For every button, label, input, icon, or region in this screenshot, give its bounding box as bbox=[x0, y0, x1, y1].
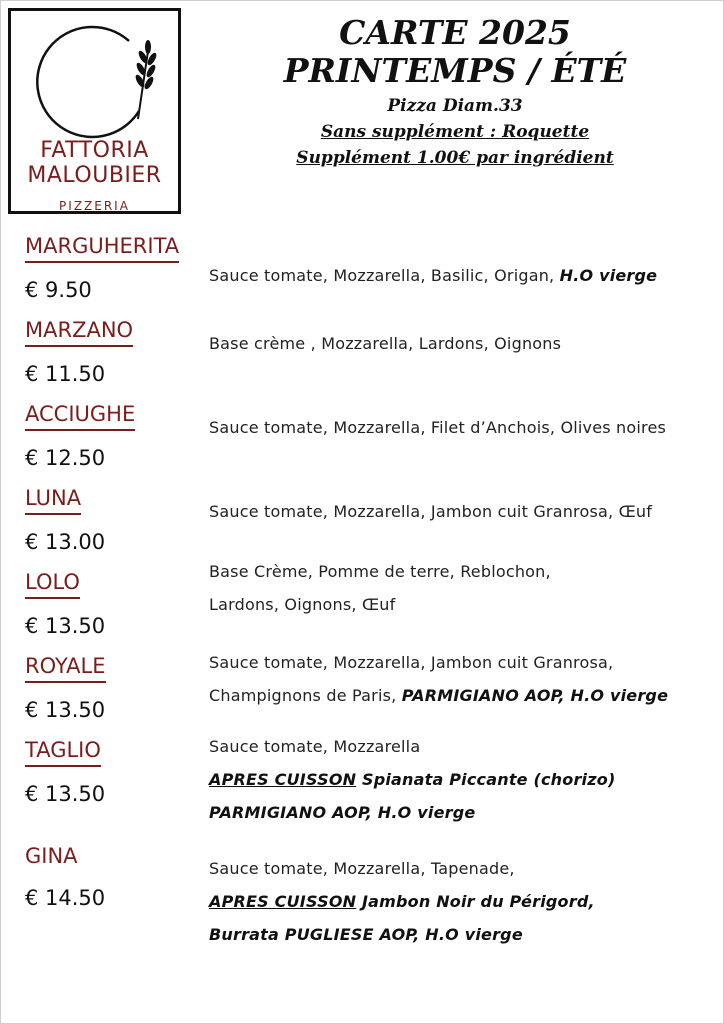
pizza-name: ACCIUGHE bbox=[25, 401, 135, 431]
pizza-description bbox=[209, 852, 714, 951]
description-line: Sauce tomate, Mozzarella, Jambon cuit Granrosa, bbox=[209, 653, 614, 672]
description-highlight: PARMIGIANO AOP, H.O vierge bbox=[401, 686, 669, 705]
pizza-price: € 13.00 bbox=[25, 530, 106, 554]
no-extra-note: Sans supplément : Roquette bbox=[320, 122, 590, 142]
pizza-name: MARZANO bbox=[25, 317, 133, 347]
pizza-description: Sauce tomate, Mozzarella, Jambon cuit Granrosa, Œuf bbox=[209, 502, 653, 521]
pizza-price: € 12.50 bbox=[25, 446, 106, 470]
pizza-name: MARGUHERITA bbox=[25, 233, 179, 263]
pizza-description bbox=[209, 730, 714, 829]
pizza-description bbox=[209, 555, 714, 621]
description-line: Sauce tomate, Mozzarella, Tapenade, bbox=[209, 859, 515, 878]
description-line: Lardons, Oignons, Œuf bbox=[209, 595, 396, 614]
description-highlight: Spianata Piccante (chorizo) bbox=[356, 770, 616, 789]
description-text: Champignons de Paris, bbox=[209, 686, 402, 705]
description-line bbox=[209, 763, 714, 796]
description-highlight: H.O vierge bbox=[559, 266, 658, 285]
description-line bbox=[209, 885, 714, 918]
logo-name-line2: MALOUBIER bbox=[27, 163, 162, 188]
menu-title: CARTE 2025 bbox=[339, 13, 571, 52]
pizza-price: € 11.50 bbox=[25, 362, 106, 386]
description-highlight: APRES CUISSON bbox=[209, 770, 357, 789]
restaurant-logo bbox=[8, 8, 181, 214]
description-line bbox=[209, 679, 714, 712]
description-line: Burrata PUGLIESE AOP, H.O vierge bbox=[209, 925, 523, 944]
pizza-name: ROYALE bbox=[25, 653, 106, 683]
pizza-name: TAGLIO bbox=[25, 737, 101, 767]
pizza-price: € 13.50 bbox=[25, 614, 106, 638]
description-line: PARMIGIANO AOP, H.O vierge bbox=[209, 803, 476, 822]
pizza-name: LOLO bbox=[25, 569, 80, 599]
pizza-description: Base crème , Mozzarella, Lardons, Oignons bbox=[209, 334, 562, 353]
pizza-price: € 14.50 bbox=[25, 886, 106, 910]
pizza-description: Sauce tomate, Mozzarella, Filet d’Anchois, Olives noires bbox=[209, 418, 667, 437]
pizza-name: LUNA bbox=[25, 485, 81, 515]
logo-subtitle: PIZZERIA bbox=[59, 199, 130, 213]
pizza-name: GINA bbox=[25, 844, 78, 868]
description-line: Sauce tomate, Mozzarella bbox=[209, 737, 421, 756]
pizza-size: Pizza Diam.33 bbox=[387, 96, 523, 116]
pizza-description bbox=[209, 259, 714, 292]
pizza-price: € 13.50 bbox=[25, 782, 106, 806]
description-highlight: Jambon Noir du Périgord, bbox=[356, 892, 595, 911]
description-line: Base Crème, Pomme de terre, Reblochon, bbox=[209, 562, 551, 581]
menu-season: PRINTEMPS / ÉTÉ bbox=[283, 51, 627, 90]
extra-note: Supplément 1.00€ par ingrédient bbox=[296, 148, 614, 168]
logo-name-line1: FATTORIA bbox=[40, 138, 149, 163]
description-text: Sauce tomate, Mozzarella, Basilic, Origan, bbox=[209, 266, 560, 285]
pizza-description bbox=[209, 646, 714, 712]
menu-header bbox=[190, 14, 720, 171]
pizza-price: € 13.50 bbox=[25, 698, 106, 722]
description-highlight: APRES CUISSON bbox=[209, 892, 357, 911]
pizza-price: € 9.50 bbox=[25, 278, 92, 302]
